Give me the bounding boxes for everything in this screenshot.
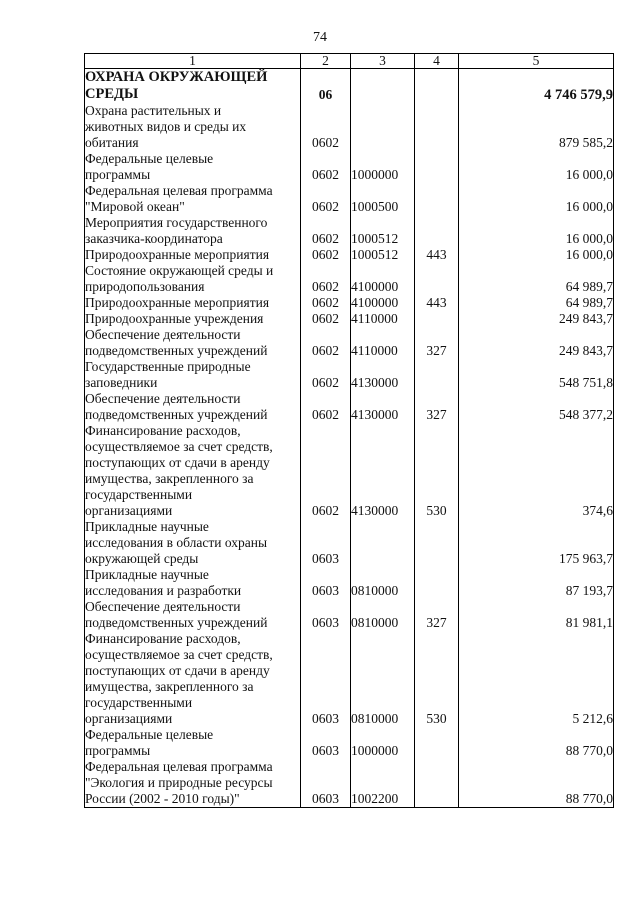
amount: 64 989,7: [459, 295, 614, 311]
item-name: Финансирование расходов, осуществляемое за счет средств, поступающих от сдачи в аренду имущества, закрепленного за государственными организациями: [85, 423, 301, 519]
amount: 87 193,7: [459, 567, 614, 599]
amount: 16 000,0: [459, 247, 614, 263]
column-header-2: 2: [301, 54, 351, 69]
section-code: 0603: [301, 599, 351, 631]
expense-code: 327: [415, 599, 459, 631]
table-row: [85, 327, 614, 359]
article-code: 4130000: [351, 391, 415, 423]
item-name: Обеспечение деятельности подведомственных учреждений: [85, 599, 301, 631]
article-code: 1000000: [351, 727, 415, 759]
expense-code: [415, 359, 459, 391]
table-row: [85, 295, 614, 311]
section-code: 0602: [301, 215, 351, 247]
table-row: [85, 247, 614, 263]
expense-code: [415, 311, 459, 327]
page-number: 74: [313, 30, 327, 45]
column-header-4: 4: [415, 54, 459, 69]
article-code: 1000500: [351, 183, 415, 215]
expense-code: [415, 215, 459, 247]
section-code: 0602: [301, 391, 351, 423]
table-row: [85, 423, 614, 519]
item-name: Прикладные научные исследования в области охраны окружающей среды: [85, 519, 301, 567]
item-name: Мероприятия государственного заказчика-координатора: [85, 215, 301, 247]
article-code: 0810000: [351, 631, 415, 727]
section-code: 0602: [301, 359, 351, 391]
budget-table: [84, 53, 614, 808]
amount: 16 000,0: [459, 215, 614, 247]
expense-code: [415, 567, 459, 599]
section-code: 0603: [301, 759, 351, 808]
table-row: [85, 359, 614, 391]
item-name: Государственные природные заповедники: [85, 359, 301, 391]
article-code: 4110000: [351, 311, 415, 327]
item-name: Природоохранные мероприятия: [85, 247, 301, 263]
section-code: 0602: [301, 247, 351, 263]
amount: 81 981,1: [459, 599, 614, 631]
article-code: [351, 519, 415, 567]
amount: 5 212,6: [459, 631, 614, 727]
table-row: [85, 631, 614, 727]
item-name: Охрана растительных и животных видов и среды их обитания: [85, 103, 301, 151]
item-name: Состояние окружающей среды и природопользования: [85, 263, 301, 295]
amount: 88 770,0: [459, 727, 614, 759]
section-code: 0602: [301, 295, 351, 311]
section-code: 0603: [301, 519, 351, 567]
article-code: 4100000: [351, 263, 415, 295]
table-body: [85, 69, 614, 808]
expense-code: [415, 151, 459, 183]
article-code: 4100000: [351, 295, 415, 311]
amount: 16 000,0: [459, 151, 614, 183]
expense-code: 443: [415, 295, 459, 311]
amount: 374,6: [459, 423, 614, 519]
table-row: [85, 103, 614, 151]
section-code: 06: [301, 69, 351, 104]
expense-code: 327: [415, 327, 459, 359]
article-code: 1000000: [351, 151, 415, 183]
article-code: 1002200: [351, 759, 415, 808]
section-code: 0603: [301, 727, 351, 759]
table-row: [85, 151, 614, 183]
table-row: [85, 567, 614, 599]
expense-code: [415, 519, 459, 567]
amount: 64 989,7: [459, 263, 614, 295]
table-row: [85, 69, 614, 104]
section-code: 0602: [301, 103, 351, 151]
amount: 4 746 579,9: [459, 69, 614, 104]
section-code: 0602: [301, 183, 351, 215]
table-row: [85, 311, 614, 327]
item-name: Природоохранные учреждения: [85, 311, 301, 327]
item-name: Федеральные целевые программы: [85, 151, 301, 183]
table-row: [85, 215, 614, 247]
column-header-3: 3: [351, 54, 415, 69]
table-row: [85, 759, 614, 808]
section-code: 0602: [301, 327, 351, 359]
expense-code: [415, 727, 459, 759]
item-name: Природоохранные мероприятия: [85, 295, 301, 311]
article-code: 0810000: [351, 599, 415, 631]
table-row: [85, 727, 614, 759]
expense-code: [415, 69, 459, 104]
section-code: 0603: [301, 631, 351, 727]
amount: 175 963,7: [459, 519, 614, 567]
expense-code: [415, 183, 459, 215]
item-name: Федеральная целевая программа "Экология и природные ресурсы России (2002 - 2010 годы)": [85, 759, 301, 808]
column-header-1: 1: [85, 54, 301, 69]
item-name: Прикладные научные исследования и разработки: [85, 567, 301, 599]
amount: 88 770,0: [459, 759, 614, 808]
article-code: 4110000: [351, 327, 415, 359]
item-name: Финансирование расходов, осуществляемое за счет средств, поступающих от сдачи в аренду имущества, закрепленного за государственными организациями: [85, 631, 301, 727]
table-row: [85, 391, 614, 423]
item-name: Федеральные целевые программы: [85, 727, 301, 759]
section-code: 0603: [301, 567, 351, 599]
table-row: [85, 183, 614, 215]
expense-code: [415, 103, 459, 151]
amount: 16 000,0: [459, 183, 614, 215]
column-header-row: [85, 54, 614, 69]
article-code: [351, 69, 415, 104]
table-row: [85, 519, 614, 567]
article-code: 1000512: [351, 215, 415, 247]
article-code: 4130000: [351, 359, 415, 391]
amount: 249 843,7: [459, 311, 614, 327]
article-code: 4130000: [351, 423, 415, 519]
expense-code: [415, 759, 459, 808]
expense-code: 530: [415, 631, 459, 727]
expense-code: 443: [415, 247, 459, 263]
article-code: 1000512: [351, 247, 415, 263]
section-code: 0602: [301, 263, 351, 295]
expense-code: 530: [415, 423, 459, 519]
section-code: 0602: [301, 423, 351, 519]
table-row: [85, 599, 614, 631]
amount: 548 377,2: [459, 391, 614, 423]
amount: 249 843,7: [459, 327, 614, 359]
item-name: Обеспечение деятельности подведомственных учреждений: [85, 391, 301, 423]
item-name: Обеспечение деятельности подведомственных учреждений: [85, 327, 301, 359]
section-code: 0602: [301, 311, 351, 327]
column-header-5: 5: [459, 54, 614, 69]
expense-code: [415, 263, 459, 295]
section-code: 0602: [301, 151, 351, 183]
article-code: [351, 103, 415, 151]
article-code: 0810000: [351, 567, 415, 599]
amount: 879 585,2: [459, 103, 614, 151]
item-name: Федеральная целевая программа "Мировой океан": [85, 183, 301, 215]
item-name: ОХРАНА ОКРУЖАЮЩЕЙ СРЕДЫ: [85, 69, 301, 104]
expense-code: 327: [415, 391, 459, 423]
amount: 548 751,8: [459, 359, 614, 391]
table-row: [85, 263, 614, 295]
